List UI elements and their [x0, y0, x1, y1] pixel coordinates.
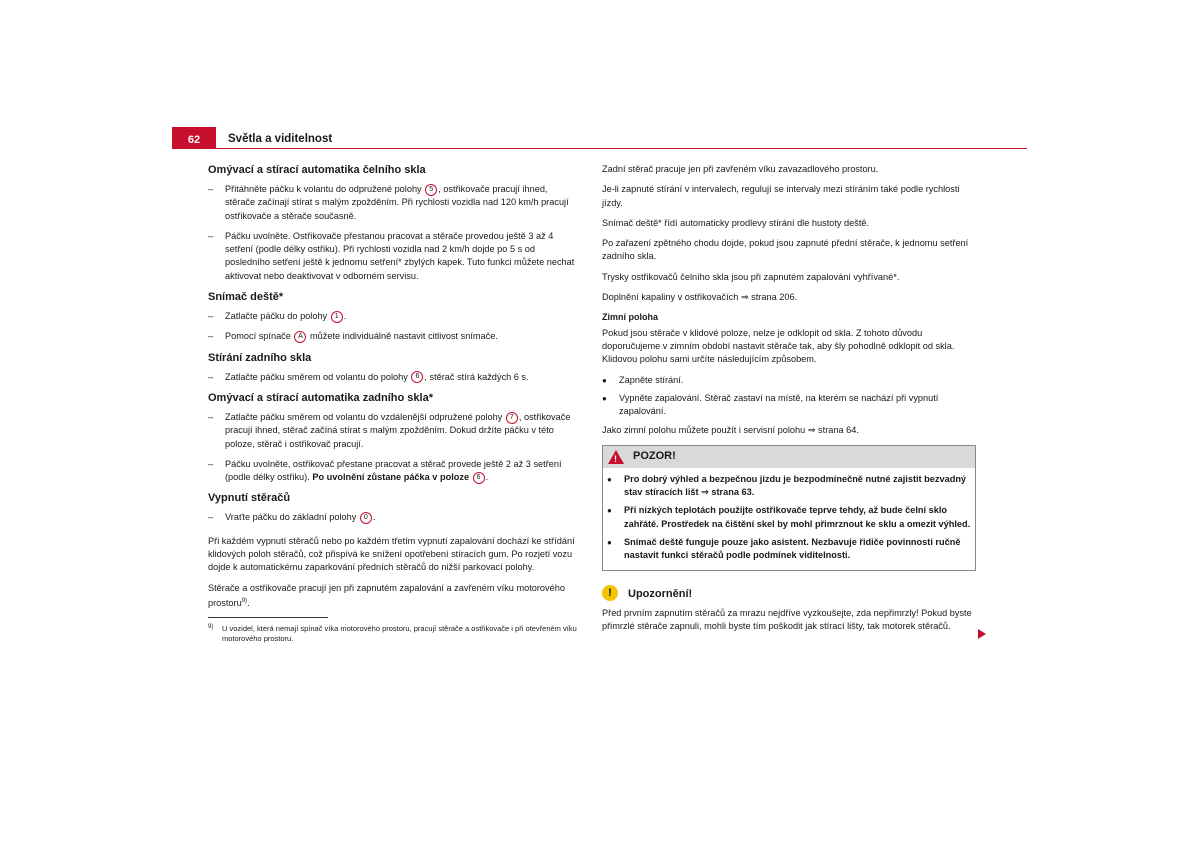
list-item: – Vraťte páčku do základní polohy 0 . [208, 511, 580, 524]
list-item: ● Při nízkých teplotách použijte ostřikovače teprve tehdy, až bude čelní sklo zahřáté. Prostředek na čištění skel by mohl přimrznout ke sklu a omezit výhled. [607, 504, 971, 531]
section-heading: Stírání zadního skla [208, 351, 312, 364]
exclamation-icon: ! [602, 585, 618, 601]
list-item: – Páčku uvolněte, ostřikovač přestane pracovat a stěrač provede ještě 2 až 3 setření (podle délky ostřiku). Po uvolnění zůstane páčka v poloze 6 . [208, 458, 580, 485]
section-heading: Omývací a stírací automatika zadního skla* [208, 391, 433, 404]
paragraph: Stěrače a ostřikovače pracují jen při zapnutém zapalování a zavřeném víku motorového prostoru$^{9)}$. [208, 582, 565, 608]
paragraph: Snímač deště* řídí automaticky prodlevy stírání dle hustoty deště. [602, 217, 870, 228]
paragraph: Při každém vypnutí stěračů nebo po každém třetím vypnutí zapalování dochází ke střídání klidových poloh stěračů, což přispívá ke snížení opotřebení stíracích gum. Po rozjetí vozu dojde k automatickému zaparkování předních stěračů do nižší parkovací polohy. [208, 535, 575, 573]
list-item: ● Pro dobrý výhled a bezpečnou jízdu je bezpodmínečně nutné zajistit bezvadný stav stíracích lišt ⇒ strana 63. [607, 473, 971, 500]
list-item: – Pomocí spínače A můžete individuálně nastavit citlivost snímače. [208, 330, 580, 343]
warning-header [603, 446, 975, 468]
position-marker: 7 [506, 412, 518, 424]
paragraph: Jako zimní polohu můžete použít i servisní polohu ⇒ strana 64. [602, 425, 859, 436]
note-header [602, 585, 976, 605]
position-marker: 5 [425, 184, 437, 196]
list-item: ● Zapněte stírání. [602, 374, 976, 387]
footnote: 9) U vozidel, která nemají spínač víka motorového prostoru, pracují stěrače a ostřikovače i při otevřeném víku motorového prostoru. [208, 624, 577, 644]
paragraph: Trysky ostřikovačů čelního skla jsou při zapnutém zapalování vyhřívané*. [602, 271, 900, 282]
page-title: Světla a viditelnost [228, 133, 333, 145]
position-marker: 0 [360, 512, 372, 524]
section-wipers-off [208, 491, 580, 524]
list-item: – Páčku uvolněte. Ostřikovače přestanou pracovat a stěrače provedou ještě 3 až 4 setření (podle délky ostřiku). Při rychlosti vozidla nad 2 km/h dojde po 5 s od posledního setření ještě k jednomu setření* zbylých kapek. Tuto funkci můžete nechat aktivovat nebo deaktivovat v odborném servisu. [208, 230, 580, 283]
subheading-winter: Zimní poloha [602, 312, 658, 323]
position-marker: A [294, 331, 306, 343]
section-front-wash [208, 163, 580, 283]
next-page-arrow-icon [978, 629, 986, 639]
paragraph: Pokud jsou stěrače v klidové poloze, nelze je odklopit od skla. Z tohoto důvodu doporučujeme v zimním období nastavit stěrače tak, aby šly pohodlně odklopit od skla. Klidovou polohu sami určíte následujícím způsobem. [602, 327, 955, 365]
section-heading: Omývací a stírací automatika čelního skla [208, 164, 426, 176]
list-item: ● Snímač deště funguje pouze jako asistent. Nezbavuje řidiče povinnosti ručně nastavit funkci stěračů podle podmínek viditelnosti. [607, 536, 971, 563]
page-header [172, 127, 1027, 149]
note-title: Upozornění! [628, 587, 693, 600]
footnote-ref: 9) [241, 597, 248, 604]
list-item: – Zatlačte páčku směrem od volantu do vzdálenější odpružené polohy 7 , ostřikovače pracují ihned, stěrač začíná stírat s malým zpožděním. Dokud držíte páčku v této poloze, stěrač i ostřikovač pracují. [208, 411, 580, 451]
list-item: – Zatlačte páčku do polohy 1 . [208, 310, 580, 323]
section-rear-wash [208, 391, 580, 484]
page-number: 62 [172, 127, 216, 149]
position-marker: 1 [331, 311, 343, 323]
list-item: ● Vypněte zapalování. Stěrač zastaví na místě, na kterém se nachází při vypnutí zapalování. [602, 392, 976, 419]
header-divider [216, 148, 1027, 149]
section-heading: Vypnutí stěračů [208, 492, 291, 505]
position-marker: 6 [411, 371, 423, 383]
section-heading: Snímač deště* [208, 291, 284, 304]
position-marker: 6 [473, 472, 485, 484]
list-item: – Zatlačte páčku směrem od volantu do polohy 6 , stěrač stírá každých 6 s. [208, 371, 580, 384]
paragraph: Zadní stěrač pracuje jen při zavřeném víku zavazadlového prostoru. [602, 164, 879, 174]
paragraph: Je-li zapnuté stírání v intervalech, regulují se intervaly mezi stíráním také podle rychlosti jízdy. [602, 184, 960, 208]
warning-title: POZOR! [633, 449, 676, 462]
paragraph: Doplnění kapaliny v ostřikovačích ⇒ strana 206. [602, 292, 798, 303]
right-column [602, 163, 976, 640]
section-rear-wipe [208, 351, 580, 384]
note-text: Před prvním zapnutím stěračů za mrazu nejdříve vyzkoušejte, zda nepřimrzly! Pokud byste přimrzlé stěrače zapnuli, mohli byste tím poškodit jak stírací lišty, tak motorek stěračů. [602, 607, 972, 631]
paragraph: Po zařazení zpětného chodu dojde, pokud jsou zapnuté přední stěrače, k jednomu setření zadního skla. [602, 238, 969, 262]
warning-body [603, 468, 975, 570]
left-column [208, 163, 580, 644]
footnote-divider [208, 617, 328, 618]
list-item: – Přitáhněte páčku k volantu do odpružené polohy 5 , ostřikovače pracují ihned, stěrače začínají stírat s malým zpožděním. Při rychlosti vozidla nad 120 km/h pracují ostřikovače a stěrače současně. [208, 183, 580, 223]
section-rain-sensor [208, 290, 580, 344]
warning-box [602, 445, 976, 571]
warning-triangle-icon: ! [608, 450, 624, 464]
